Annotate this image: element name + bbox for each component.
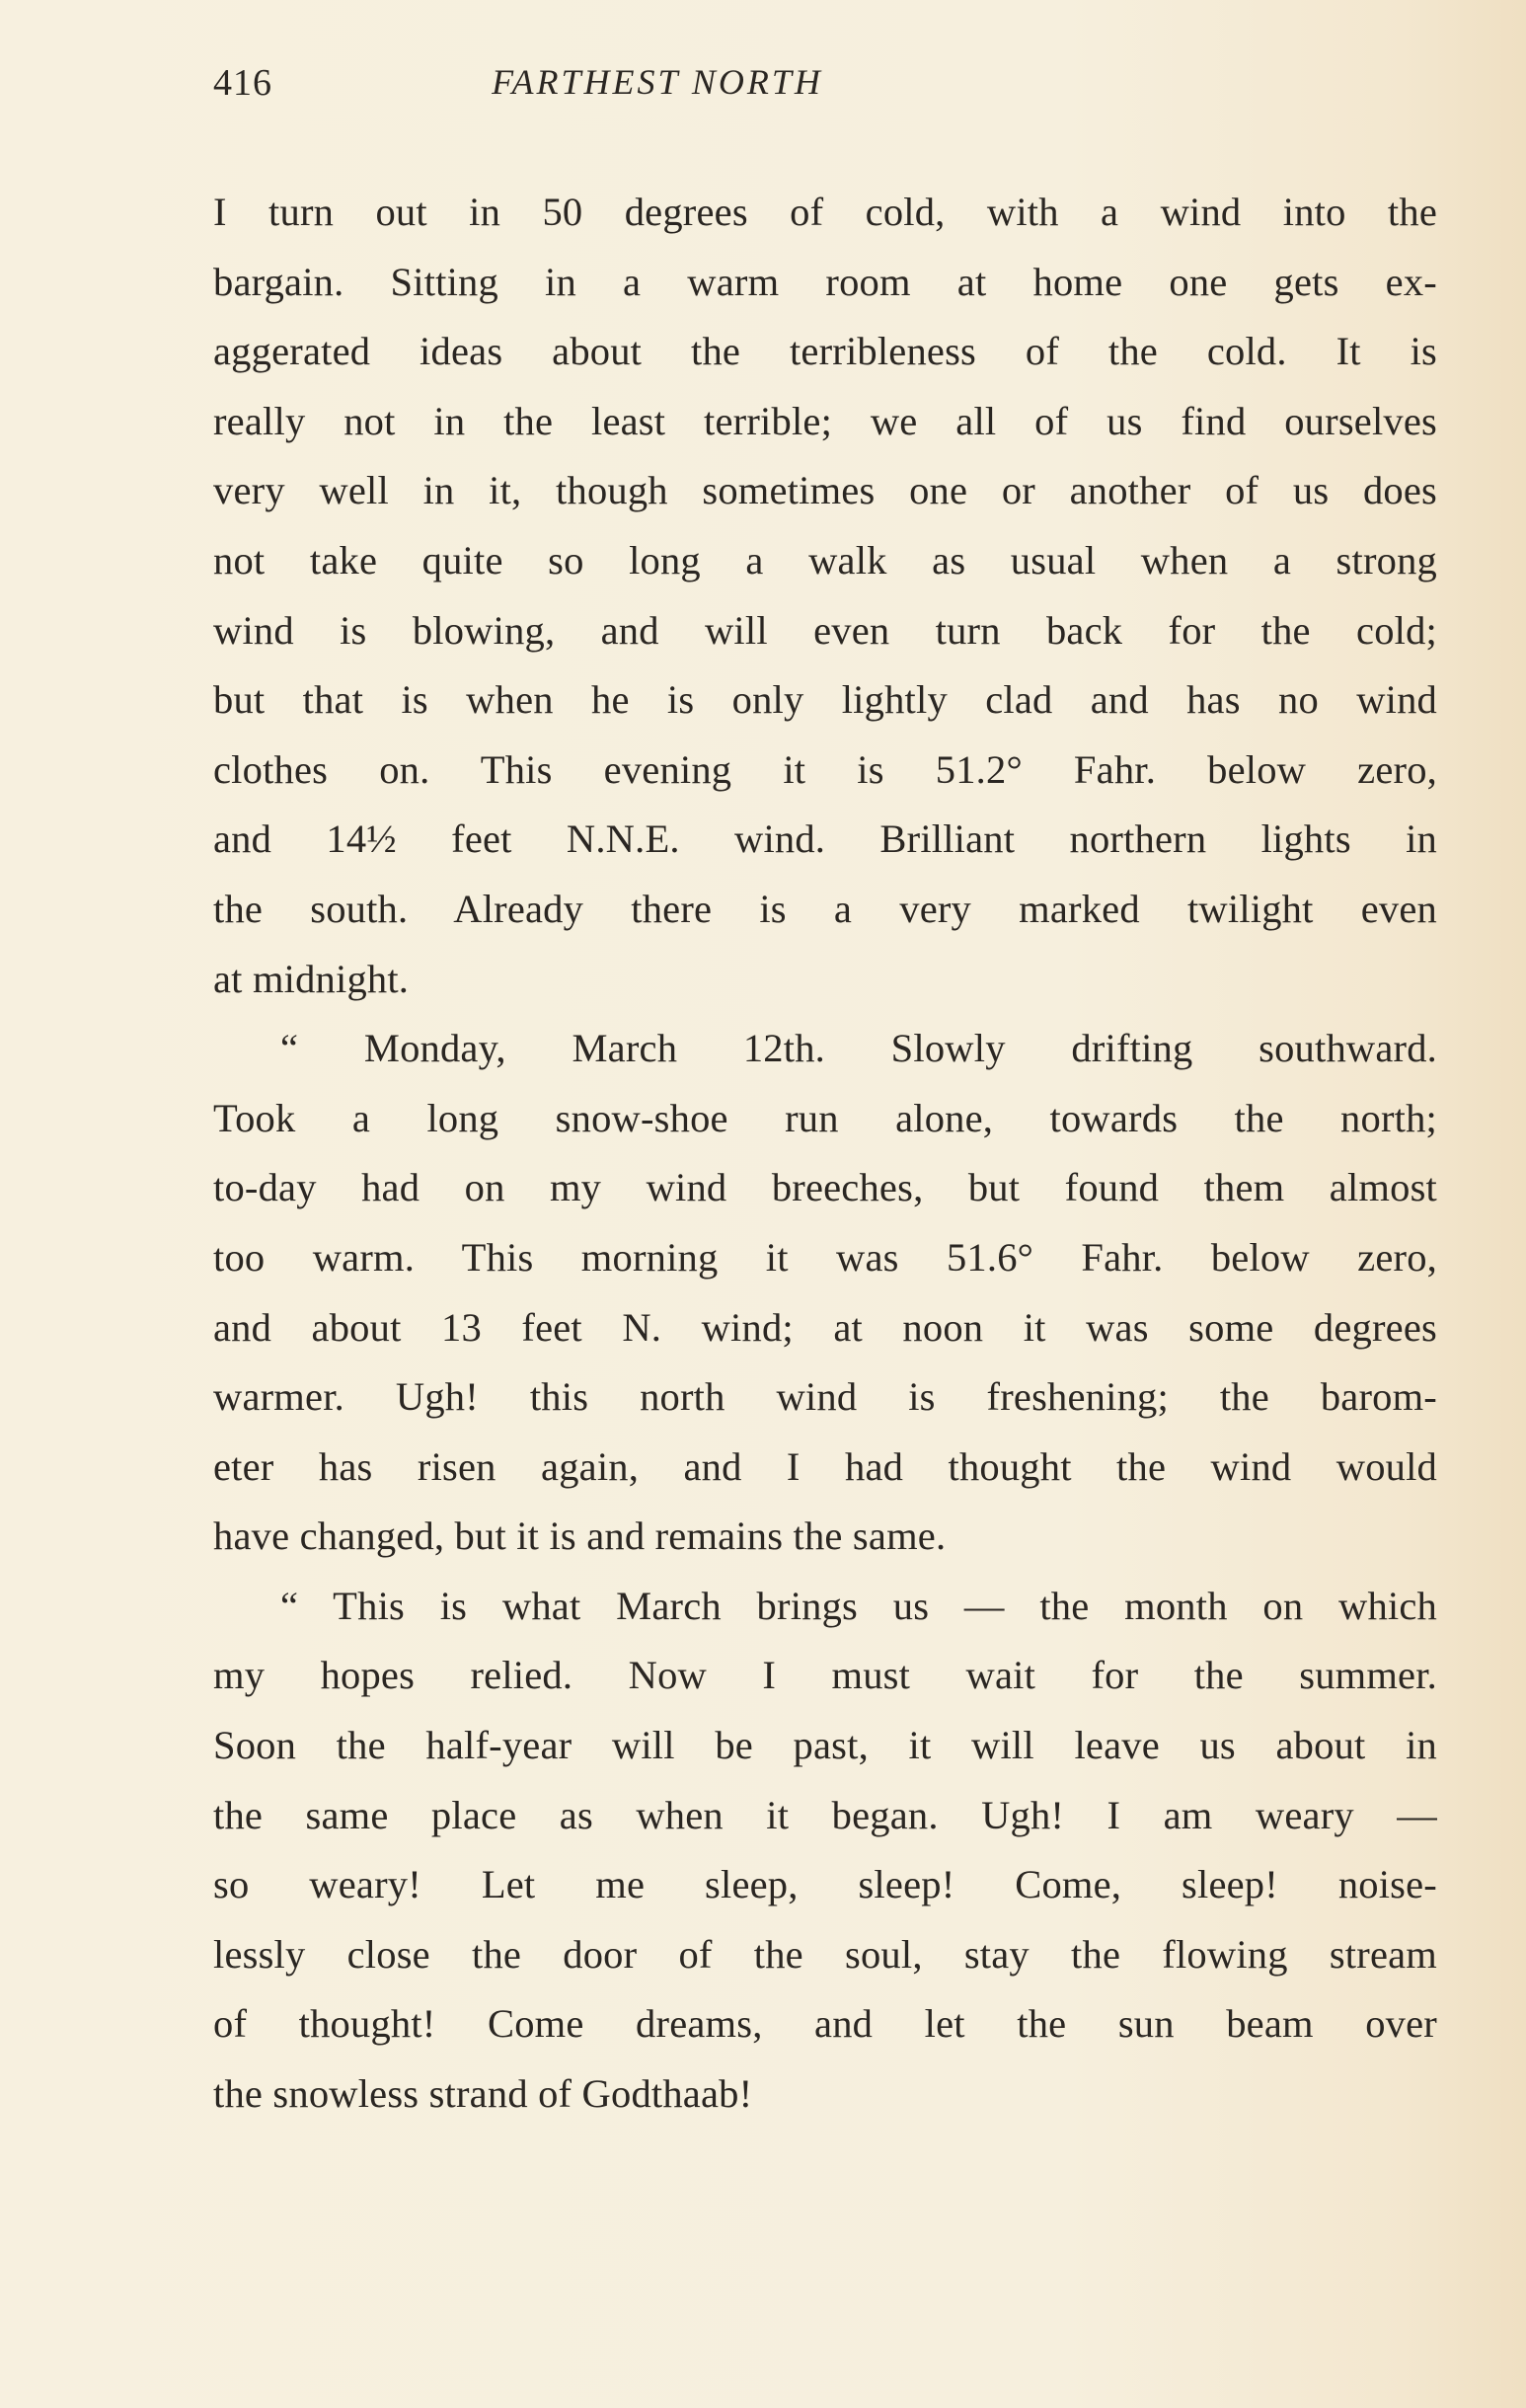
text-line: really not in the least terrible; we all of us find ourselves (213, 398, 1437, 443)
text-line: to-day had on my wind breeches, but found them almost (213, 1165, 1437, 1210)
text-line: bargain. Sitting in a warm room at home one gets ex- (213, 259, 1437, 304)
text-line: Soon the half-year will be past, it will leave us about in (213, 1723, 1437, 1768)
text-line: have changed, but it is and remains the same. (213, 1514, 947, 1559)
text-line: eter has risen again, and I had thought the wind would (213, 1443, 1437, 1489)
text-line: the south. Already there is a very marked twilight even (213, 886, 1437, 931)
text-line: lessly close the door of the soul, stay the flowing stream (213, 1931, 1437, 1977)
text-line: my hopes relied. Now I must wait for the summer. (213, 1653, 1437, 1698)
text-line: very well in it, though sometimes one or another of us does (213, 468, 1437, 513)
running-head (213, 61, 1437, 120)
text-line: and about 13 feet N. wind; at noon it was some degrees (213, 1304, 1437, 1350)
text-line: too warm. This morning it was 51.6° Fahr. below zero, (213, 1234, 1437, 1280)
text-line: “ Monday, March 12th. Slowly drifting southward. (280, 1026, 1437, 1071)
text-line: but that is when he is only lightly clad and has no wind (213, 677, 1437, 723)
text-line: clothes on. This evening it is 51.2° Fahr. below zero, (213, 746, 1437, 792)
text-line: wind is blowing, and will even turn back for the cold; (213, 607, 1437, 653)
text-line: at midnight. (213, 956, 410, 1001)
running-title: FARTHEST NORTH (492, 62, 823, 102)
text-line: the same place as when it began. Ugh! I am weary — (213, 1792, 1437, 1837)
body-text (213, 178, 1437, 2130)
text-line: not take quite so long a walk as usual when a strong (213, 537, 1437, 583)
text-line: and 14½ feet N.N.E. wind. Brilliant northern lights in (213, 816, 1437, 862)
text-line: Took a long snow-shoe run alone, towards the north; (213, 1095, 1437, 1140)
text-line: warmer. Ugh! this north wind is freshening; the barom- (213, 1374, 1437, 1420)
text-line: of thought! Come dreams, and let the sun beam over (213, 2001, 1437, 2047)
text-line: I turn out in 50 degrees of cold, with a wind into the (213, 190, 1437, 234)
text-line: the snowless strand of Godthaab! (213, 2071, 753, 2117)
page-number: 416 (213, 62, 272, 104)
text-line: aggerated ideas about the terribleness of the cold. It is (213, 329, 1437, 374)
text-line: so weary! Let me sleep, sleep! Come, sleep! noise- (213, 1862, 1437, 1907)
text-line: “ This is what March brings us — the month on which (280, 1583, 1437, 1628)
